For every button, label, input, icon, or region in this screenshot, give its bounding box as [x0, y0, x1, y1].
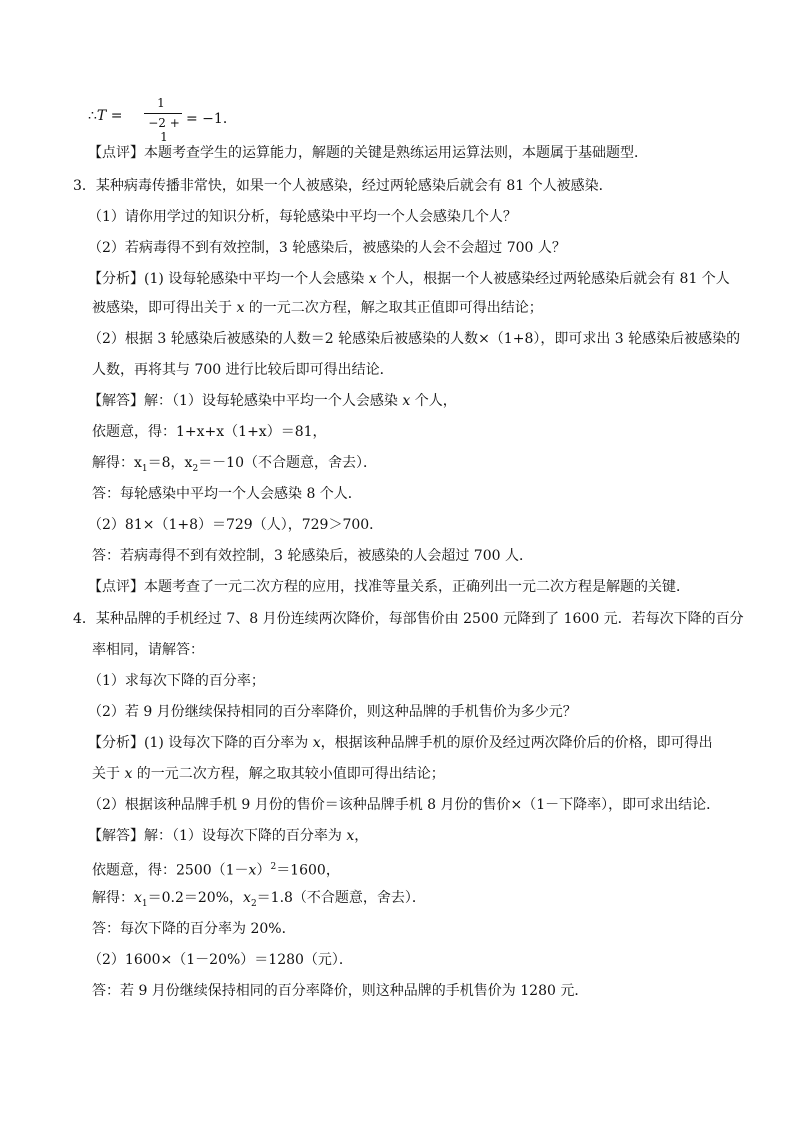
question-4-analysis-1-cont: 关于 x 的一元二次方程，解之取其较小值即可得出结论； — [92, 766, 445, 782]
fraction-numerator: 1 — [157, 96, 165, 110]
question-4-solution: 解得：$x_1=0.2=20\%$，$x_2=1.8$（不合题意，舍去）． — [92, 890, 426, 909]
question-4-analysis-1: 【分析】(1) 设每次下降的百分率为 x，根据该种品牌手机的原价及经过两次降价后的价格，即可得出 — [88, 735, 713, 751]
question-4-part-2: （2）若 9 月份继续保持相同的百分率降价，则这种品牌的手机售价为多少元？ — [88, 704, 577, 720]
question-4-part-1: （1）求每次下降的百分率； — [88, 673, 265, 689]
question-3-calc-2: （2）81×（1+8）＝729（人），729＞700． — [88, 517, 384, 533]
question-4-answer-statement-2: 答：若 9 月份继续保持相同的百分率降价，则这种品牌的手机售价为 1280 元． — [92, 983, 589, 999]
question-3-analysis-1: 【分析】(1) 设每轮感染中平均一个人会感染 x 个人，根据一个人被感染经过两轮感染后就会有 81 个人 — [88, 271, 730, 287]
question-4-analysis-2: （2）根据该种品牌手机 9 月份的售价＝该种品牌手机 8 月份的售价×（1－下降率），即可求出结论． — [88, 797, 721, 813]
question-3-answer-statement-1: 答：每轮感染中平均一个人会感染 8 个人． — [92, 486, 362, 502]
question-3-analysis-1-cont: 被感染，即可得出关于 x 的一元二次方程，解之取其正值即可得出结论； — [92, 300, 543, 316]
equation-rhs: = −1． — [186, 111, 237, 127]
question-3-analysis-2-cont: 人数，再将其与 700 进行比较后即可得出结论． — [92, 362, 394, 378]
question-3-title: 3．某种病毒传播非常快，如果一个人被感染，经过两轮感染后就会有 81 个人被感染． — [73, 178, 613, 194]
question-4-answer-statement-1: 答：每次下降的百分率为 20%． — [92, 921, 296, 937]
question-3-equation: 依题意，得：1+x+x（1+x）＝81， — [92, 424, 327, 440]
question-3-answer-1: 【解答】解：（1）设每轮感染中平均一个人会感染 x 个人， — [88, 393, 457, 409]
question-3-part-1: （1）请你用学过的知识分析，每轮感染中平均一个人会感染几个人？ — [88, 209, 517, 225]
question-3-solution: 解得：$x_1=8$，$x_2=-10$（不合题意，舍去）． — [92, 455, 378, 474]
question-4-title: 4．某种品牌的手机经过 7、8 月份连续两次降价，每部售价由 2500 元降到了 1600 元．若每次下降的百分 — [73, 611, 744, 627]
comment-q3: 【点评】本题考查了一元二次方程的应用，找准等量关系，正确列出一元二次方程是解题的关键． — [88, 579, 690, 595]
question-4-title-cont: 率相同，请解答： — [92, 642, 204, 658]
question-3-answer-statement-2: 答：若病毒得不到有效控制，3 轮感染后，被感染的人会超过 700 人． — [92, 548, 533, 564]
question-4-calc-2: （2）1600×（1－20%）＝1280（元）． — [88, 952, 353, 968]
fraction-denominator: −2 + 1 — [148, 116, 180, 144]
equation-lhs: ∴T = — [88, 108, 123, 124]
question-3-analysis-2: （2）根据 3 轮感染后被感染的人数＝2 轮感染后被感染的人数×（1+8），即可求出 3 轮感染后被感染的 — [88, 331, 741, 347]
question-3-part-2: （2）若病毒得不到有效控制，3 轮感染后，被感染的人会不会超过 700 人？ — [88, 240, 566, 256]
fraction-bar — [144, 113, 182, 114]
comment-q2: 【点评】本题考查学生的运算能力，解题的关键是熟练运用运算法则，本题属于基础题型． — [88, 145, 648, 161]
question-4-equation: 依题意，得：$2500(1-x)^2=1600$， — [92, 862, 340, 879]
question-4-answer-1: 【解答】解：（1）设每次下降的百分率为 x， — [88, 828, 369, 844]
